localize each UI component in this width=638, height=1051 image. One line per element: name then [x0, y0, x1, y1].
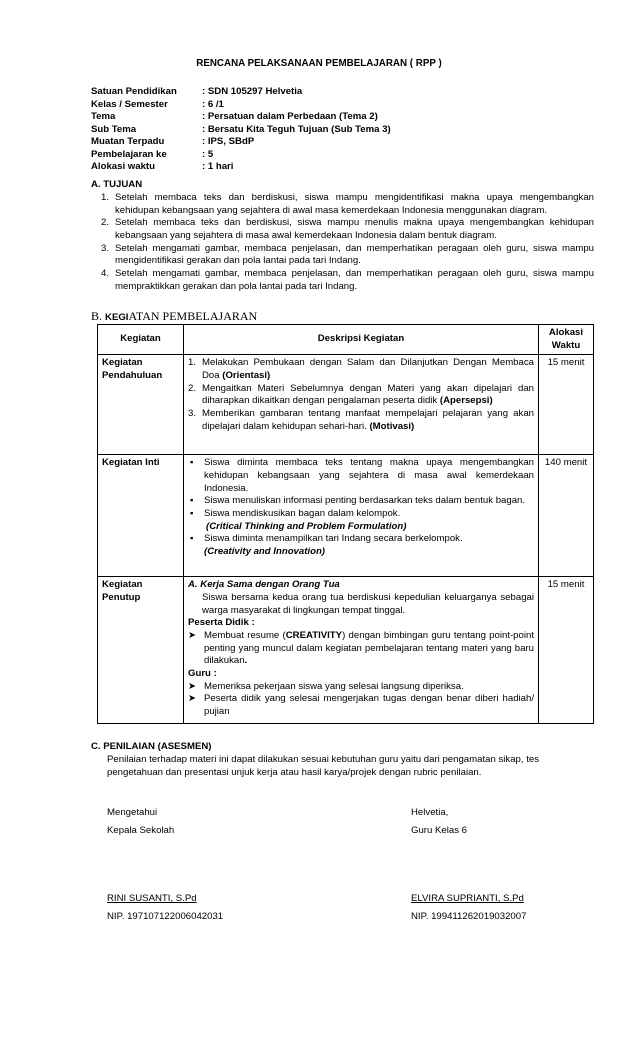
identity-value: : IPS, SBdP [202, 136, 255, 147]
bullet-icon: ▪ [190, 457, 194, 469]
table-row [98, 355, 594, 455]
bullet-icon: ▪ [190, 495, 194, 507]
pendahuluan-description [184, 355, 539, 455]
table-row [98, 455, 594, 577]
identity-row [91, 149, 391, 162]
list-item: 1. Melakukan Pembukaan dengan Salam dan Dilanjutkan Dengan Membaca Doa (Orientasi) [188, 357, 534, 381]
sign-left-name: RINI SUSANTI, S.Pd [107, 893, 197, 904]
list-item: ▪ Siswa mendiskusikan bagan dalam kelompok. (Critical Thinking and Problem Formulation) [190, 507, 407, 532]
list-item: ▪ Siswa diminta menampilkan tari Indang secara berkelompok. (Creativity and Innovation) [190, 533, 463, 557]
penutup-description [184, 577, 539, 724]
sign-left-line2: Kepala Sekolah [107, 825, 175, 836]
column-header-kegiatan: Kegiatan [98, 325, 184, 355]
tujuan-heading: A. TUJUAN [91, 179, 143, 190]
identity-row [91, 99, 391, 112]
time-inti: 140 menit [539, 455, 594, 577]
penutup-subheading: A. Kerja Sama dengan Orang Tua [188, 579, 340, 591]
table-row [98, 577, 594, 724]
sign-right-line2: Guru Kelas 6 [411, 825, 467, 836]
identity-row [91, 124, 391, 137]
kegiatan-table [97, 324, 594, 724]
identity-value: : SDN 105297 Helvetia [202, 86, 303, 97]
sign-right-line1: Helvetia, [411, 807, 449, 818]
identity-label: Kelas / Semester [91, 98, 168, 110]
bullet-icon: ▪ [190, 533, 194, 545]
identity-label: Pembelajaran ke [91, 148, 167, 160]
identity-value: : 6 /1 [202, 98, 224, 110]
sign-right-name: ELVIRA SUPRIANTI, S.Pd [411, 893, 524, 904]
identity-value: : 5 [202, 148, 214, 160]
column-header-deskripsi: Deskripsi Kegiatan [184, 325, 539, 355]
list-item: ▪ Siswa diminta membaca teks tentang makna upaya mengembangkan kehidupan kebangsaan yang sejahtera di masa awal kemerdekaan Indonesia. [190, 457, 534, 494]
identity-label: Muatan Terpadu [91, 136, 165, 147]
bullet-icon: ▪ [190, 507, 194, 519]
list-item: ▪ Siswa menuliskan informasi penting berdasarkan teks dalam bentuk bagan. [190, 495, 526, 507]
identity-value: : Persatuan dalam Perbedaan (Tema 2) [202, 111, 378, 122]
list-item: ➤ Peserta didik yang selesai mengerjakan tugas dengan benar diberi hadiah/ pujian [188, 693, 534, 717]
kegiatan-heading: B. KEGIATAN PEMBELAJARAN [91, 309, 258, 323]
row-label-inti: Kegiatan Inti [98, 455, 184, 577]
guru-label: Guru : [188, 667, 217, 679]
tujuan-item: 1. Setelah membaca teks dan berdiskusi, siswa mampu mengidentifikasi makna upaya mengembangkan kehidupan kebangsaan yang sejahtera di awal masa kemerdekaan Indonesia menggunakan diagram. [101, 192, 594, 216]
column-header-alokasi: Alokasi Waktu [539, 325, 594, 355]
time-pendahuluan: 15 menit [539, 355, 594, 455]
arrow-bullet-icon: ➤ [188, 629, 197, 641]
arrow-bullet-icon: ➤ [188, 693, 197, 705]
penilaian-heading: C. PENILAIAN (ASESMEN) [91, 741, 212, 752]
inti-description [184, 455, 539, 577]
time-penutup: 15 menit [539, 577, 594, 724]
sign-left-nip: NIP. 197107122006042031 [107, 911, 224, 922]
table-header-row [98, 325, 594, 355]
identity-row [91, 161, 391, 174]
row-label-pendahuluan: Kegiatan Pendahuluan [98, 355, 184, 455]
identity-value: : Bersatu Kita Teguh Tujuan (Sub Tema 3) [202, 123, 391, 135]
identity-row [91, 136, 391, 149]
identity-value: : 1 hari [202, 161, 234, 172]
row-label-penutup: Kegiatan Penutup [98, 577, 184, 724]
penutup-subtext: Siswa bersama kedua orang tua berdiskusi kepedulian keluarganya sebagai warga masyarakat di lingkungan tempat tinggal. [202, 591, 534, 616]
tujuan-item: 2. Setelah membaca teks dan berdiskusi, siswa mampu menulis makna upaya mengembangkan kehidupan kebangsaan yang sejahtera di masa awal kemerdekaan Indonesia dalam bentuk diagram. [101, 217, 594, 241]
peserta-label: Peserta Didik : [188, 617, 255, 629]
identity-label: Tema [91, 111, 116, 122]
identity-block [91, 86, 391, 174]
tujuan-list [91, 192, 594, 293]
tujuan-item: 3. Setelah mengamati gambar, membaca penjelasan, dan memperhatikan peragaan oleh guru, siswa mampu mengidentifikasi gerakan dan pola lantai pada tari Indang. [101, 242, 594, 267]
list-item: 2. Mengaitkan Materi Sebelumnya dengan Materi yang akan dipelajari dan diharapkan dikaitkan dengan pengalaman peserta didik (Apersepsi) [188, 382, 534, 407]
document-title: RENCANA PELAKSANAAN PEMBELAJARAN ( RPP ) [196, 58, 442, 69]
list-item: ➤ Membuat resume (CREATIVITY) dengan bimbingan guru tentang point-point penting yang muncul dalam kegiatan pembelajaran tentang materi yang baru dilakukan. [188, 629, 534, 667]
identity-label: Alokasi waktu [91, 161, 155, 172]
arrow-bullet-icon: ➤ [188, 680, 197, 692]
penilaian-text: Penilaian terhadap materi ini dapat dilakukan sesuai kebutuhan guru yaitu dari pengamatan sikap, tes pengetahuan dan presentasi unjuk kerja atau hasil karya/projek dengan rubric penilaian. [107, 754, 539, 778]
identity-row [91, 111, 391, 124]
tujuan-item: 4. Setelah mengamati gambar, membaca penjelasan, dan memperhatikan peragaan oleh guru, siswa mampu mempraktikkan gerakan dan pola lantai pada tari Indang. [101, 267, 594, 292]
list-item: ➤ Memeriksa pekerjaan siswa yang selesai langsung diperiksa. [188, 680, 464, 692]
sign-left-line1: Mengetahui [107, 807, 158, 818]
identity-label: Sub Tema [91, 123, 137, 135]
sign-right-nip: NIP. 199411262019032007 [411, 911, 527, 922]
identity-row [91, 86, 391, 99]
identity-label: Satuan Pendidikan [91, 86, 177, 97]
list-item: 3. Memberikan gambaran tentang manfaat mempelajari pelajaran yang akan dipelajari dalam kehidupan sehari-hari. (Motivasi) [188, 407, 534, 432]
